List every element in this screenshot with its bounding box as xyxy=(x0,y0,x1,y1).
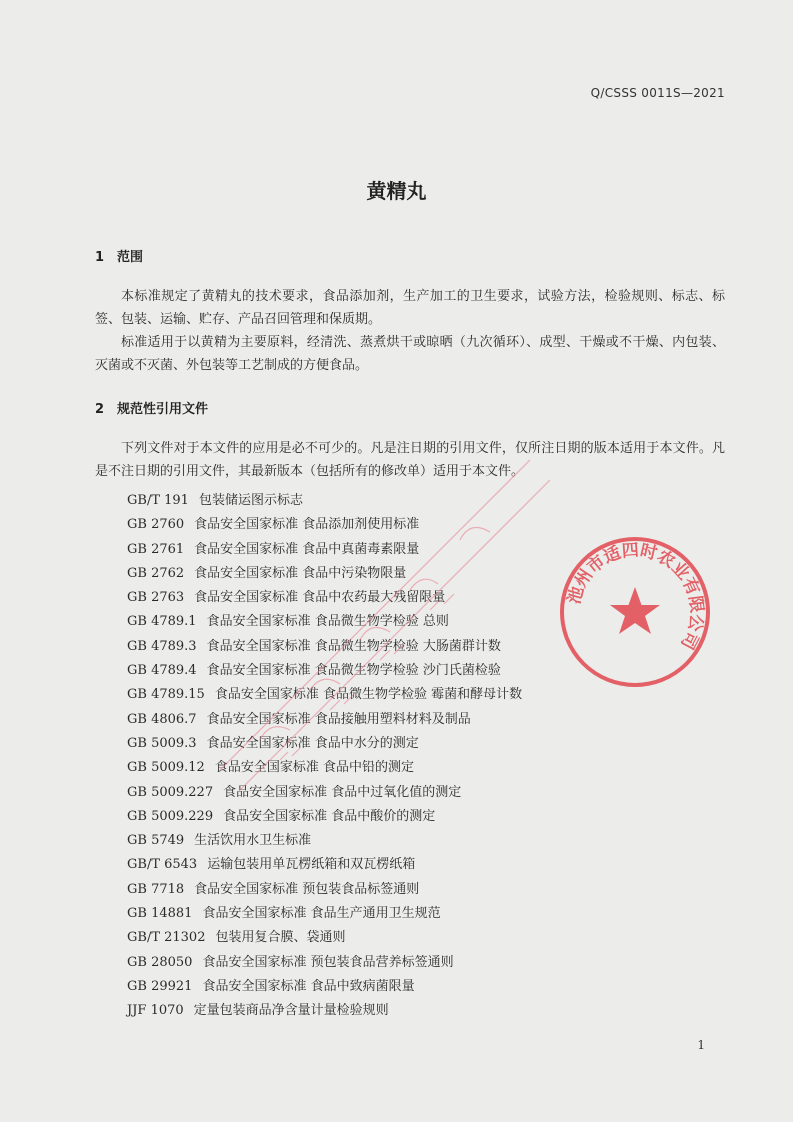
reference-title: 食品安全国家标准 食品添加剂使用标准 xyxy=(194,517,420,533)
reference-item xyxy=(127,562,522,586)
reference-title: 食品安全国家标准 食品微生物学检验 沙门氏菌检验 xyxy=(206,663,501,679)
reference-title: 包装用复合膜、袋通则 xyxy=(215,930,346,946)
reference-title: 食品安全国家标准 食品生产通用卫生规范 xyxy=(202,906,441,922)
references-intro-paragraph: 下列文件对于本文件的应用是必不可少的。凡是注日期的引用文件，仅所注日期的版本适用于本文件。凡是不注日期的引用文件，其最新版本（包括所有的修改单）适用于本文件。 xyxy=(95,441,725,479)
reference-item xyxy=(127,781,522,805)
page-number: 1 xyxy=(697,1038,705,1052)
reference-item xyxy=(127,805,522,829)
scope-paragraph-1: 本标准规定了黄精丸的技术要求，食品添加剂，生产加工的卫生要求，试验方法，检验规则、标志、标签、包装、运输、贮存、产品召回管理和保质期。 xyxy=(95,289,725,327)
reference-title: 定量包装商品净含量计量检验规则 xyxy=(193,1003,389,1019)
reference-title: 食品安全国家标准 预包装食品标签通则 xyxy=(194,881,420,897)
reference-title: 食品安全国家标准 食品中酸价的测定 xyxy=(223,808,436,824)
reference-title: 生活饮用水卫生标准 xyxy=(194,833,312,849)
section-number: 1 xyxy=(95,250,105,265)
reference-code: GB 2761 xyxy=(127,541,185,557)
reference-title: 食品安全国家标准 食品中铅的测定 xyxy=(214,760,414,776)
section-2-heading xyxy=(95,398,208,417)
section-title: 规范性引用文件 xyxy=(117,402,209,417)
reference-item xyxy=(127,708,522,732)
reference-item xyxy=(127,659,522,683)
reference-item xyxy=(127,926,522,950)
reference-code: GB 5009.227 xyxy=(127,784,214,800)
reference-item xyxy=(127,610,522,634)
reference-title: 食品安全国家标准 食品微生物学检验 总则 xyxy=(206,614,449,630)
reference-title: 食品安全国家标准 食品微生物学检验 大肠菌群计数 xyxy=(206,638,501,654)
reference-code: GB 4789.15 xyxy=(127,687,205,703)
seal-text: 池州市适四时农业有限公司 xyxy=(564,540,707,653)
reference-code: GB 5749 xyxy=(127,833,185,849)
reference-code: GB 5009.229 xyxy=(127,808,214,824)
reference-item xyxy=(127,902,522,926)
reference-code: GB/T 6543 xyxy=(127,857,198,873)
reference-code: GB 28050 xyxy=(127,954,193,970)
reference-item xyxy=(127,999,522,1023)
reference-code: GB 5009.12 xyxy=(127,760,205,776)
reference-code: JJF 1070 xyxy=(127,1003,184,1019)
scope-paragraph-2: 标准适用于以黄精为主要原料，经清洗、蒸煮烘干或晾晒（九次循环）、成型、干燥或不干燥、内包装、灭菌或不灭菌、外包装等工艺制成的方便食品。 xyxy=(95,335,725,373)
reference-title: 食品安全国家标准 食品中农药最大残留限量 xyxy=(194,590,446,606)
reference-code: GB 5009.3 xyxy=(127,735,197,751)
reference-code: GB 2760 xyxy=(127,517,185,533)
reference-title: 食品安全国家标准 预包装食品营养标签通则 xyxy=(202,954,454,970)
reference-code: GB 4789.3 xyxy=(127,638,197,654)
reference-item xyxy=(127,489,522,513)
reference-item xyxy=(127,513,522,537)
reference-title: 运输包装用单瓦楞纸箱和双瓦楞纸箱 xyxy=(207,857,416,873)
reference-title: 食品安全国家标准 食品微生物学检验 霉菌和酵母计数 xyxy=(214,687,523,703)
section-title: 范围 xyxy=(117,250,144,265)
reference-code: GB 2763 xyxy=(127,590,185,606)
reference-item xyxy=(127,829,522,853)
section-number: 2 xyxy=(95,402,105,417)
reference-item xyxy=(127,975,522,999)
reference-code: GB 4789.4 xyxy=(127,663,197,679)
reference-code: GB 4789.1 xyxy=(127,614,197,630)
reference-code: GB 4806.7 xyxy=(127,711,197,727)
reference-code: GB 7718 xyxy=(127,881,185,897)
reference-item xyxy=(127,538,522,562)
reference-title: 食品安全国家标准 食品中污染物限量 xyxy=(194,565,407,581)
reference-title: 食品安全国家标准 食品接触用塑料材料及制品 xyxy=(206,711,471,727)
reference-item xyxy=(127,853,522,877)
reference-title: 食品安全国家标准 食品中水分的测定 xyxy=(206,735,419,751)
reference-item xyxy=(127,586,522,610)
reference-code: GB 14881 xyxy=(127,906,193,922)
reference-code: GB/T 191 xyxy=(127,493,189,508)
reference-title: 食品安全国家标准 食品中过氧化值的测定 xyxy=(223,784,462,800)
reference-item xyxy=(127,732,522,756)
standard-code: Q/CSSS 0011S—2021 xyxy=(590,86,725,100)
reference-item xyxy=(127,683,522,707)
reference-item xyxy=(127,878,522,902)
reference-item xyxy=(127,756,522,780)
reference-code: GB 2762 xyxy=(127,565,185,581)
reference-code: GB/T 21302 xyxy=(127,930,206,946)
reference-code: GB 29921 xyxy=(127,978,193,994)
reference-item xyxy=(127,635,522,659)
reference-list xyxy=(127,489,522,1024)
reference-title: 食品安全国家标准 食品中真菌毒素限量 xyxy=(194,541,420,557)
reference-title: 食品安全国家标准 食品中致病菌限量 xyxy=(202,978,415,994)
document-title: 黄精丸 xyxy=(366,179,427,203)
company-seal xyxy=(558,535,712,689)
reference-title: 包装储运图示标志 xyxy=(198,493,303,508)
reference-item xyxy=(127,951,522,975)
section-1-heading xyxy=(95,246,143,265)
